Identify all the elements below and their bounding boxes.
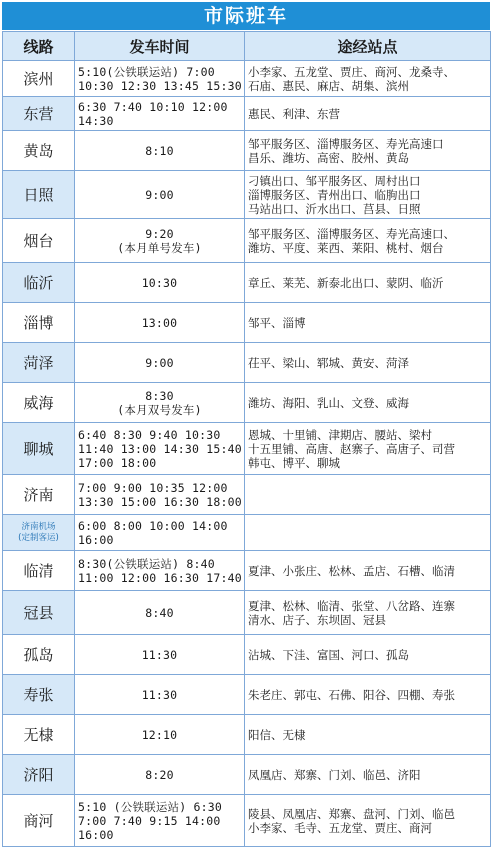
table-row (3, 635, 491, 675)
departure-time-cell-line: (本月单号发车) (117, 240, 202, 255)
table-row (3, 343, 491, 383)
route-cell (3, 131, 75, 171)
stops-cell (245, 551, 491, 591)
stops-cell-line: 陵县、凤凰店、郑寨、盘河、门刘、临邑 (248, 806, 455, 821)
departure-time-cell-line: 9:20 (145, 226, 174, 241)
column-header-stops: 途经站点 (245, 32, 491, 61)
departure-time-cell-line: 10:30 12:30 13:45 15:30 (78, 78, 242, 93)
route-cell-line: 济南 (23, 486, 54, 504)
table-row (3, 591, 491, 635)
stops-cell-line: 马站出口、沂水出口、莒县、日照 (248, 201, 421, 216)
departure-time-cell-line: 8:30 (145, 388, 174, 403)
departure-time-cell-line: 11:00 12:00 16:30 17:40 (78, 570, 242, 585)
stops-cell-line: 沾城、下洼、富国、河口、孤岛 (248, 647, 409, 662)
route-cell-line: 菏泽 (23, 354, 54, 372)
stops-cell (245, 635, 491, 675)
stops-cell (245, 303, 491, 343)
departure-time-cell (75, 715, 245, 755)
route-cell-line: 商河 (23, 812, 54, 830)
table-row (3, 97, 491, 131)
route-cell (3, 423, 75, 475)
route-cell-line: 临清 (23, 562, 54, 580)
route-cell-line: 寿张 (23, 686, 54, 704)
table-row (3, 715, 491, 755)
departure-time-cell (75, 383, 245, 423)
table-row (3, 795, 491, 847)
departure-time-cell-line: 7:00 9:00 10:35 12:00 (78, 480, 228, 495)
stops-cell-line: 淄博服务区、青州出口、临朐出口 (248, 187, 421, 202)
departure-time-cell-line: 10:30 (141, 275, 178, 290)
route-cell-line: 淄博 (23, 314, 54, 332)
stops-cell-line: 惠民、利津、东营 (248, 106, 340, 121)
stops-cell (245, 591, 491, 635)
table-row (3, 755, 491, 795)
stops-cell-line: 韩屯、博平、聊城 (248, 455, 340, 470)
stops-cell-line: 夏津、小张庄、松林、孟店、石槽、临清 (248, 563, 455, 578)
departure-time-cell-line: 13:30 15:00 16:30 18:00 (78, 494, 242, 509)
table-row (3, 171, 491, 219)
departure-time-cell-line: 14:30 (78, 113, 114, 128)
stops-cell-line: 凤凰店、郑寨、门刘、临邑、济阳 (248, 767, 421, 782)
departure-time-cell-line: 9:00 (145, 187, 174, 202)
stops-cell (245, 219, 491, 263)
departure-time-cell-line: 8:20 (145, 767, 174, 782)
departure-time-cell (75, 423, 245, 475)
table-row (3, 423, 491, 475)
departure-time-cell-line: 5:10 (公铁联运站) 6:30 (78, 799, 222, 814)
departure-time-cell-line: 11:40 13:00 14:30 15:40 (78, 441, 242, 456)
route-cell (3, 303, 75, 343)
schedule-table (2, 31, 491, 847)
stops-cell (245, 131, 491, 171)
stops-cell-line: 章丘、莱芜、新泰北出口、蒙阴、临沂 (248, 275, 444, 290)
route-cell-line: 滨州 (23, 70, 54, 88)
departure-time-cell-line: 6:30 7:40 10:10 12:00 (78, 99, 228, 114)
route-cell (3, 715, 75, 755)
route-cell (3, 635, 75, 675)
stops-cell-line: 清水、店子、东坝固、冠县 (248, 612, 386, 627)
route-cell (3, 61, 75, 97)
departure-time-cell-line: 6:40 8:30 9:40 10:30 (78, 427, 221, 442)
departure-time-cell-line: 5:10(公铁联运站) 7:00 (78, 64, 215, 79)
departure-time-cell (75, 635, 245, 675)
departure-time-cell-line: (本月双号发车) (117, 402, 202, 417)
stops-cell-line: 潍坊、海阳、乳山、文登、威海 (248, 395, 409, 410)
departure-time-cell-line: 7:00 7:40 9:15 14:00 (78, 813, 221, 828)
route-cell (3, 475, 75, 515)
departure-time-cell (75, 475, 245, 515)
table-row (3, 551, 491, 591)
route-cell-line: 孤岛 (23, 646, 54, 664)
departure-time-cell-line: 11:30 (141, 687, 178, 702)
route-cell-line: 烟台 (23, 232, 54, 250)
stops-cell (245, 475, 491, 515)
route-cell-line: 济南机场 (21, 521, 56, 532)
route-cell (3, 343, 75, 383)
route-cell-line: 日照 (23, 186, 54, 204)
stops-cell-line: 十五里铺、高唐、赵寨子、高唐子、司营 (248, 441, 455, 456)
table-row (3, 219, 491, 263)
departure-time-cell-line: 13:00 (141, 315, 178, 330)
route-cell (3, 263, 75, 303)
departure-time-cell (75, 61, 245, 97)
stops-cell (245, 171, 491, 219)
departure-time-cell-line: 6:00 8:00 10:00 14:00 (78, 518, 228, 533)
departure-time-cell-line: 8:10 (145, 143, 174, 158)
departure-time-cell-line: 16:00 (78, 827, 114, 842)
column-header-time: 发车时间 (75, 32, 245, 61)
stops-cell-line: 恩城、十里铺、津期店、腰站、梁村 (248, 427, 432, 442)
route-cell (3, 675, 75, 715)
route-cell (3, 171, 75, 219)
stops-cell-line: 邹平、淄博 (248, 315, 306, 330)
stops-cell (245, 675, 491, 715)
stops-cell (245, 263, 491, 303)
stops-cell-line: 小李家、五龙堂、贾庄、商河、龙桑寺、 (248, 64, 455, 79)
stops-cell (245, 343, 491, 383)
stops-cell-line: 石庙、惠民、麻店、胡集、滨州 (248, 78, 409, 93)
departure-time-cell (75, 515, 245, 551)
departure-time-cell (75, 303, 245, 343)
page-title: 市际班车 (2, 2, 490, 30)
column-header-route: 线路 (3, 32, 75, 61)
route-cell-line: 冠县 (23, 604, 54, 622)
table-row (3, 475, 491, 515)
departure-time-cell (75, 97, 245, 131)
stops-cell-line: 邹平服务区、淄博服务区、寿光高速口 (248, 136, 444, 151)
route-cell-line: 聊城 (23, 440, 54, 458)
stops-cell-line: 茌平、梁山、郓城、黄安、菏泽 (248, 355, 409, 370)
route-cell (3, 551, 75, 591)
departure-time-cell (75, 755, 245, 795)
departure-time-cell (75, 591, 245, 635)
table-row (3, 383, 491, 423)
table-row (3, 303, 491, 343)
route-cell (3, 795, 75, 847)
route-cell-line: 临沂 (23, 274, 54, 292)
route-cell (3, 515, 75, 551)
route-cell (3, 591, 75, 635)
departure-time-cell-line: 8:40 (145, 605, 174, 620)
route-cell-line: 东营 (23, 105, 54, 123)
stops-cell-line: 夏津、松林、临清、张堂、八岔路、连寨 (248, 598, 455, 613)
departure-time-cell (75, 131, 245, 171)
stops-cell-line: 刁镇出口、邹平服务区、周村出口 (248, 173, 421, 188)
route-cell (3, 219, 75, 263)
table-row (3, 675, 491, 715)
route-cell (3, 97, 75, 131)
route-cell-line: 济阳 (23, 766, 54, 784)
route-cell-line: 威海 (23, 394, 54, 412)
route-cell (3, 383, 75, 423)
route-cell-line: (定制客运) (18, 532, 59, 543)
stops-cell-line: 朱老庄、郭屯、石佛、阳谷、四棚、寿张 (248, 687, 455, 702)
stops-cell (245, 755, 491, 795)
departure-time-cell-line: 17:00 18:00 (78, 455, 157, 470)
departure-time-cell-line: 8:30(公铁联运站) 8:40 (78, 556, 215, 571)
stops-cell (245, 383, 491, 423)
stops-cell (245, 61, 491, 97)
departure-time-cell-line: 9:00 (145, 355, 174, 370)
stops-cell-line: 邹平服务区、淄博服务区、寿光高速口、 (248, 226, 455, 241)
departure-time-cell (75, 263, 245, 303)
stops-cell (245, 515, 491, 551)
stops-cell-line: 昌乐、潍坊、高密、胶州、黄岛 (248, 150, 409, 165)
stops-cell (245, 97, 491, 131)
departure-time-cell-line: 16:00 (78, 532, 114, 547)
stops-cell (245, 795, 491, 847)
departure-time-cell (75, 551, 245, 591)
route-cell-line: 无棣 (23, 726, 54, 744)
table-row (3, 61, 491, 97)
table-row (3, 515, 491, 551)
departure-time-cell (75, 171, 245, 219)
departure-time-cell (75, 219, 245, 263)
stops-cell-line: 潍坊、平度、莱西、莱阳、桃村、烟台 (248, 240, 444, 255)
table-row (3, 131, 491, 171)
stops-cell (245, 423, 491, 475)
departure-time-cell-line: 11:30 (141, 647, 178, 662)
route-cell (3, 755, 75, 795)
stops-cell-line: 阳信、无棣 (248, 727, 306, 742)
stops-cell (245, 715, 491, 755)
departure-time-cell (75, 675, 245, 715)
table-row (3, 263, 491, 303)
stops-cell-line: 小李家、毛寺、五龙堂、贾庄、商河 (248, 820, 432, 835)
table-header-row (3, 32, 491, 61)
departure-time-cell-line: 12:10 (141, 727, 178, 742)
departure-time-cell (75, 343, 245, 383)
departure-time-cell (75, 795, 245, 847)
route-cell-line: 黄岛 (23, 142, 54, 160)
